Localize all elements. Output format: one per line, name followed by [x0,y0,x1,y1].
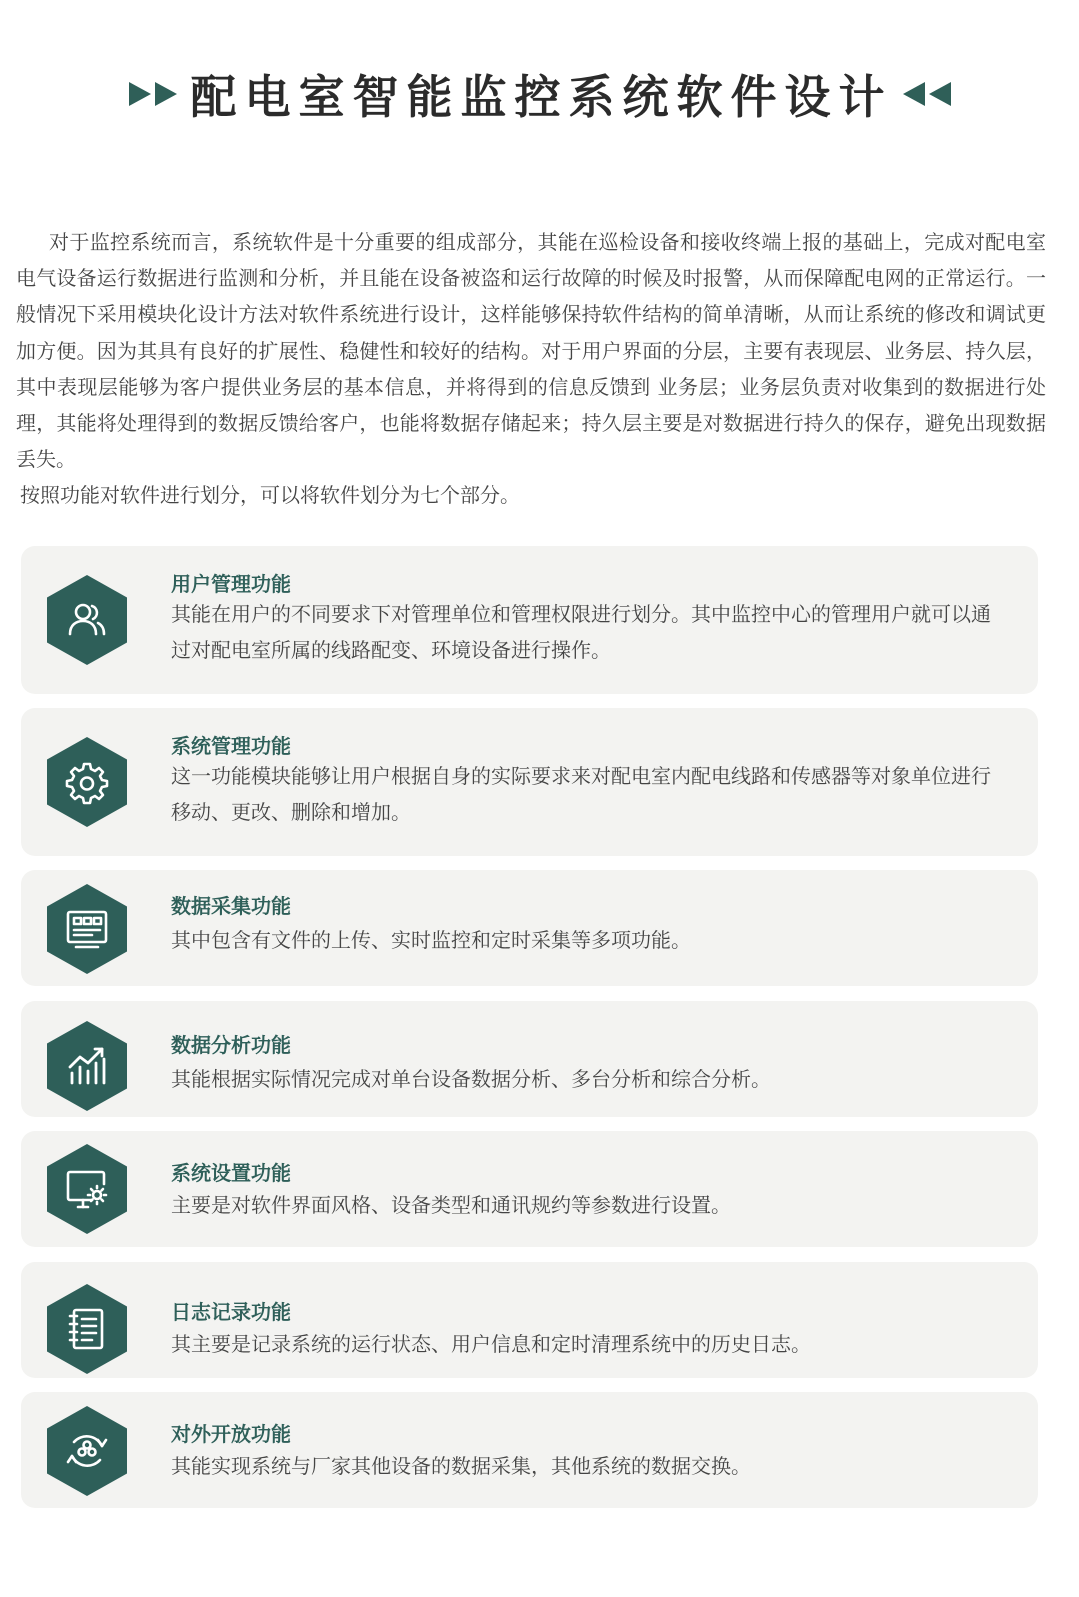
feature-icon-badge [47,1284,127,1374]
feature-icon-badge [47,1406,127,1496]
monitor-settings-icon [62,1164,112,1214]
triangle-right-icon [129,82,151,106]
feature-description: 主要是对软件界面风格、设备类型和通讯规约等参数进行设置。 [171,1193,731,1217]
feature-description: 其中包含有文件的上传、实时监控和定时采集等多项功能。 [171,928,691,952]
title-right-arrows [903,82,951,106]
feature-description: 其能实现系统与厂家其他设备的数据采集，其他系统的数据交换。 [171,1454,751,1478]
title-left-arrows [129,82,177,106]
feature-title: 对外开放功能 [171,1422,291,1446]
feature-card-system-settings [21,1131,1038,1247]
feature-description: 这一功能模块能够让用户根据自身的实际要求来对配电室内配电线路和传感器等对象单位进行移动、更改、删除和增加。 [171,764,991,824]
feature-card-open-interface [21,1392,1038,1508]
feature-description: 其能根据实际情况完成对单台设备数据分析、多台分析和综合分析。 [171,1067,771,1091]
page-header [0,62,1079,126]
users-icon [62,595,112,645]
dashboard-icon [62,904,112,954]
feature-icon-badge [47,575,127,665]
notebook-icon [62,1304,112,1354]
triangle-right-icon [155,82,177,106]
feature-icon-badge [47,1144,127,1234]
feature-title: 数据采集功能 [171,894,291,918]
feature-title: 日志记录功能 [171,1300,291,1324]
intro-paragraph: 对于监控系统而言，系统软件是十分重要的组成部分，其能在巡检设备和接收终端上报的基础上，完成对配电室电气设备运行数据进行监测和分析，并且能在设备被盗和运行故障的时候及时报警，从而保障配电网的正常运行。一般情况下采用模块化设计方法对软件系统进行设计，这样能够保持软件结构的简单清晰，从而让系统的修改和调试更加方便。因为其具有良好的扩展性、稳健性和较好的结构。对于用户界面的分层，主要有表现层、业务层、持久层，其中表现层能够为客户提供业务层的基本信息，并将得到的信息反馈到 业务层；业务层负责对收集到的数据进行处理，其能将处理得到的数据反馈给客户，也能将数据存储起来；持久层主要是对数据进行持久的保存，避免出现数据丢失。 [16,230,1046,472]
triangle-left-icon [903,82,925,106]
page-title: 配电室智能监控系统软件设计 [190,70,893,124]
feature-card-user-management [21,546,1038,694]
feature-card-data-analysis [21,1001,1038,1117]
feature-card-data-collection [21,870,1038,986]
feature-title: 用户管理功能 [171,572,291,596]
feature-description: 其能在用户的不同要求下对管理单位和管理权限进行划分。其中监控中心的管理用户就可以通过对配电室所属的线路配变、环境设备进行操作。 [171,602,991,662]
chart-up-icon [62,1041,112,1091]
feature-description: 其主要是记录系统的运行状态、用户信息和定时清理系统中的历史日志。 [171,1332,811,1356]
feature-title: 数据分析功能 [171,1033,291,1057]
intro-paragraph: 按照功能对软件进行划分，可以将软件划分为七个部分。 [20,483,520,508]
feature-card-system-management [21,708,1038,856]
feature-icon-badge [47,737,127,827]
feature-icon-badge [47,884,127,974]
intro-text [16,224,1046,514]
gear-icon [62,757,112,807]
feature-icon-badge [47,1021,127,1111]
exchange-icon [62,1426,112,1476]
feature-card-log-records [21,1262,1038,1378]
feature-title: 系统管理功能 [171,734,291,758]
triangle-left-icon [929,82,951,106]
feature-title: 系统设置功能 [171,1161,291,1185]
